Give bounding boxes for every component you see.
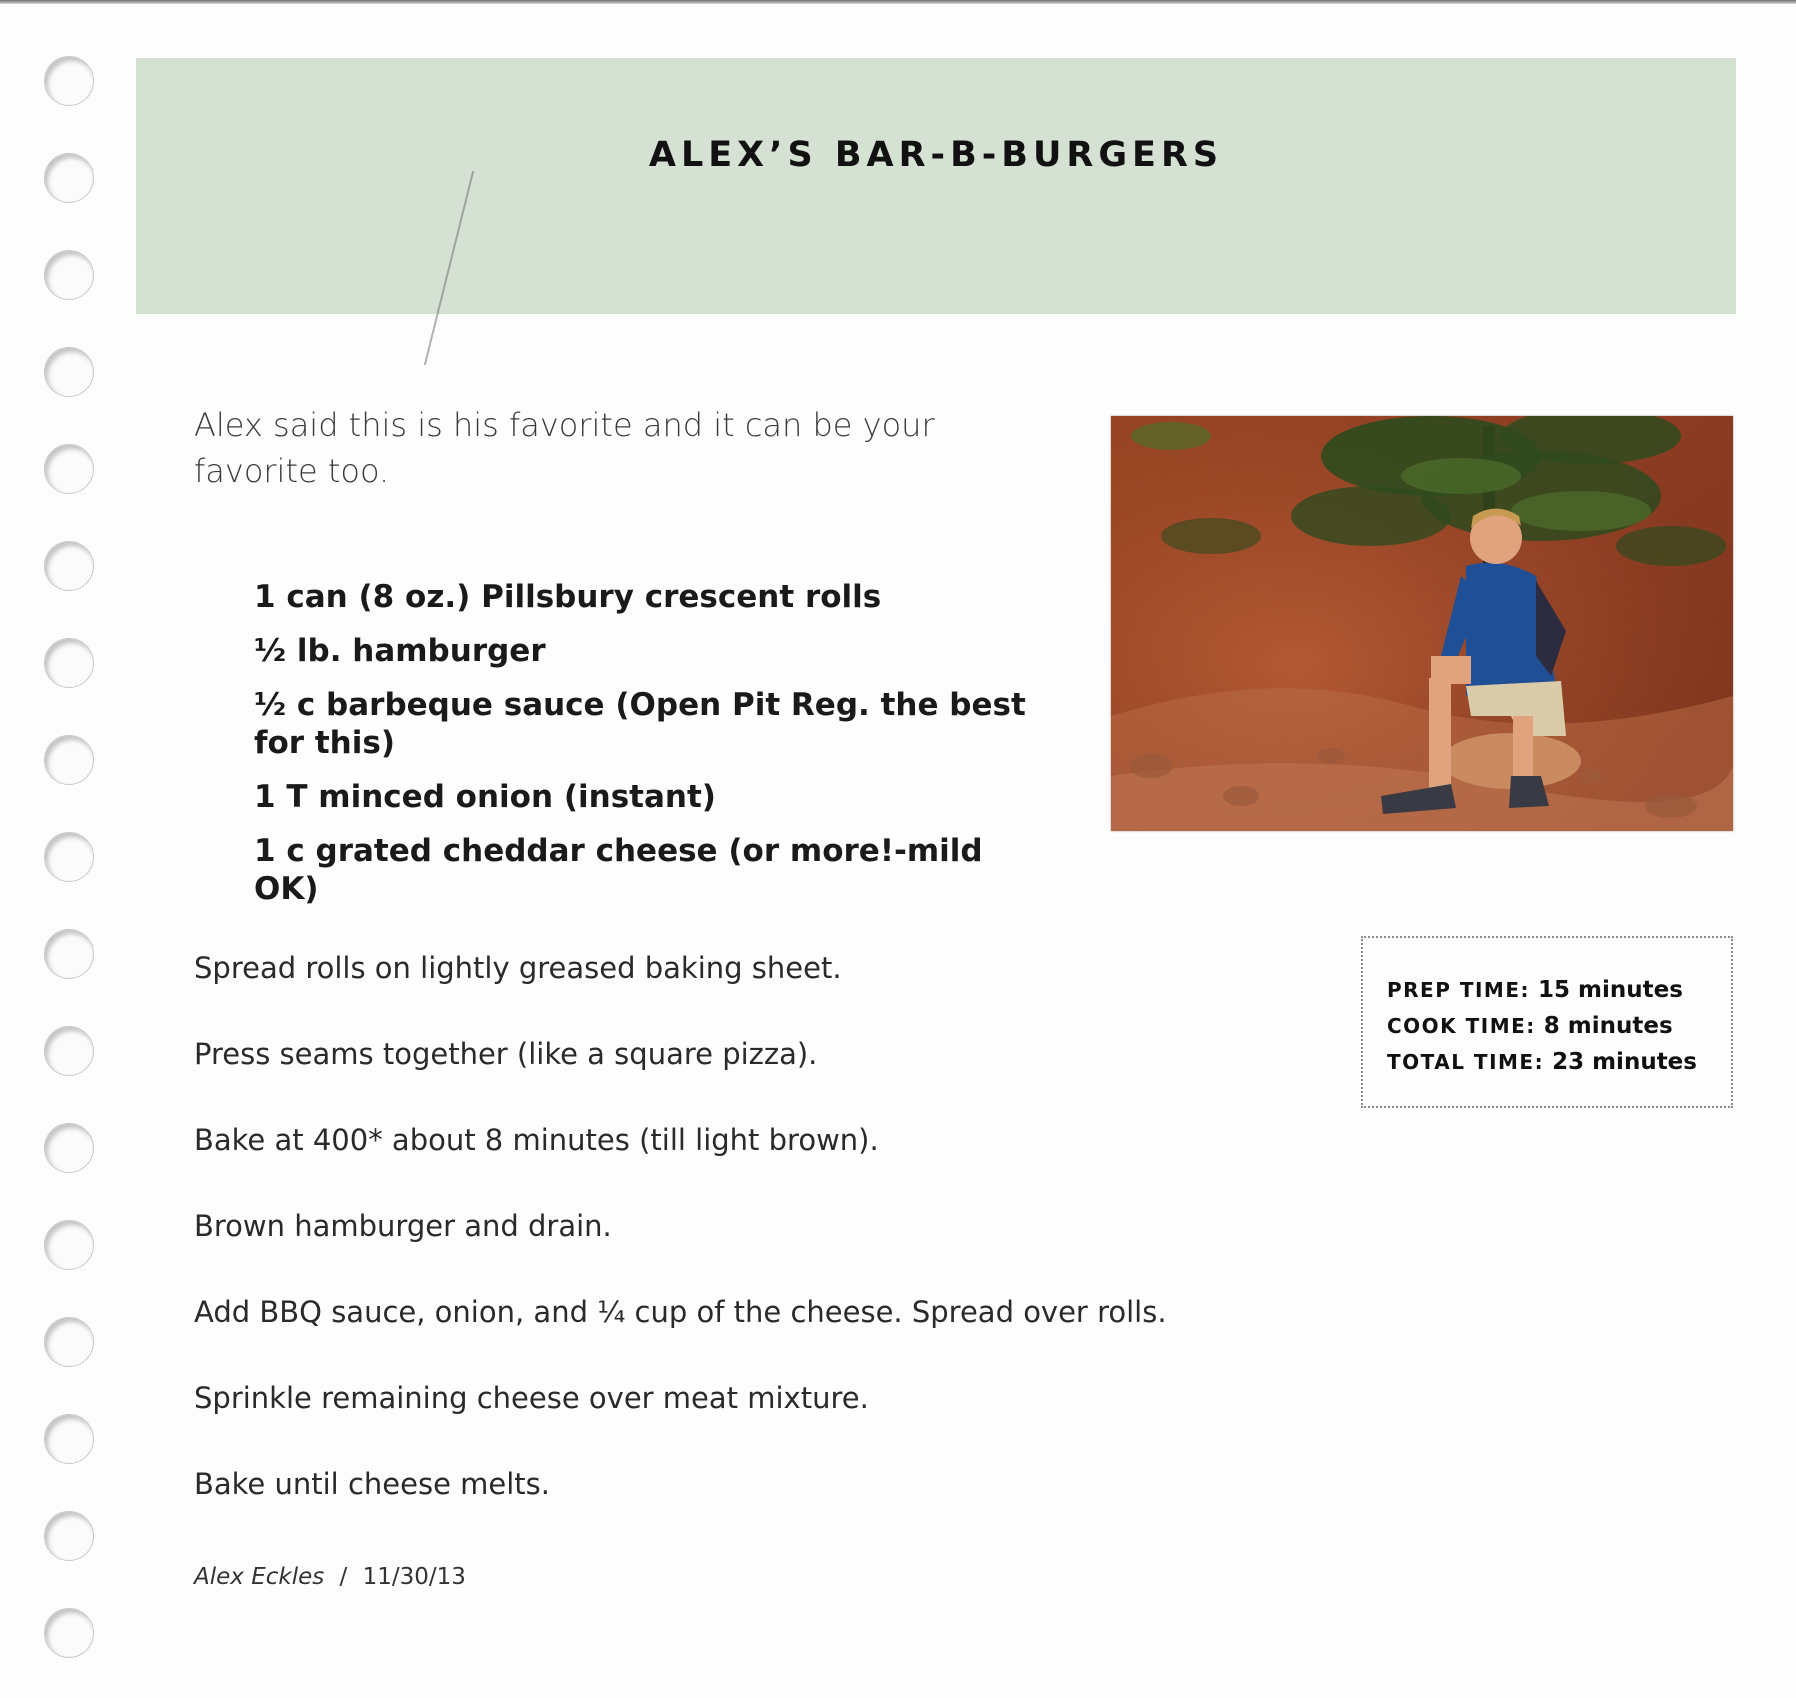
cook-time-value: 8 minutes <box>1543 1013 1673 1039</box>
byline <box>194 1564 466 1590</box>
prep-time-label: PREP TIME: <box>1387 978 1530 1002</box>
binder-hole <box>44 1220 94 1270</box>
instruction-step: Brown hamburger and drain. <box>194 1209 612 1243</box>
cook-time-label: COOK TIME: <box>1387 1014 1536 1038</box>
binder-hole <box>44 1511 94 1561</box>
binder-hole <box>44 735 94 785</box>
recipe-photo <box>1111 416 1733 831</box>
binder-hole <box>44 347 94 397</box>
binder-hole <box>44 250 94 300</box>
scan-scratch-mark <box>424 171 474 366</box>
binder-hole <box>44 1608 94 1658</box>
byline-separator: / <box>339 1564 348 1590</box>
title-banner <box>136 58 1736 314</box>
binder-hole <box>44 444 94 494</box>
instruction-step: Bake until cheese melts. <box>194 1467 550 1501</box>
ingredient-item: ½ c barbeque sauce (Open Pit Reg. the best for this) <box>254 687 1026 761</box>
time-info-box <box>1361 936 1733 1108</box>
instruction-list <box>194 950 1194 1552</box>
binder-hole <box>44 1123 94 1173</box>
author-name: Alex Eckles <box>194 1564 325 1590</box>
binder-hole <box>44 153 94 203</box>
cook-time-row <box>1387 1008 1731 1044</box>
prep-time-value: 15 minutes <box>1538 977 1683 1003</box>
binder-hole <box>44 541 94 591</box>
binder-holes <box>0 0 120 1698</box>
prep-time-row <box>1387 972 1731 1008</box>
recipe-intro: Alex said this is his favorite and it can be your favorite too. <box>194 406 935 490</box>
instruction-step: Bake at 400* about 8 minutes (till light brown). <box>194 1123 879 1157</box>
binder-hole <box>44 1026 94 1076</box>
recipe-title: ALEX’S BAR-B-BURGERS <box>648 135 1224 175</box>
ingredient-item: 1 c grated cheddar cheese (or more!-mild OK) <box>254 833 983 907</box>
scan-top-edge <box>0 0 1796 4</box>
ingredient-item: 1 can (8 oz.) Pillsbury crescent rolls <box>254 579 882 615</box>
total-time-label: TOTAL TIME: <box>1387 1050 1545 1074</box>
instruction-step: Add BBQ sauce, onion, and ¼ cup of the cheese. Spread over rolls. <box>194 1295 1167 1329</box>
binder-hole <box>44 56 94 106</box>
ingredient-item: ½ lb. hamburger <box>254 633 546 669</box>
instruction-step: Sprinkle remaining cheese over meat mixture. <box>194 1381 869 1415</box>
binder-hole <box>44 1414 94 1464</box>
ingredient-item: 1 T minced onion (instant) <box>254 779 716 815</box>
recipe-date: 11/30/13 <box>362 1564 466 1590</box>
binder-hole <box>44 1317 94 1367</box>
binder-hole <box>44 638 94 688</box>
photo-person-on-hillside <box>1111 416 1733 831</box>
ingredient-list <box>254 578 1034 924</box>
instruction-step: Spread rolls on lightly greased baking sheet. <box>194 951 842 985</box>
total-time-row <box>1387 1044 1731 1080</box>
instruction-step: Press seams together (like a square pizza). <box>194 1037 818 1071</box>
total-time-value: 23 minutes <box>1552 1049 1697 1075</box>
binder-hole <box>44 929 94 979</box>
binder-hole <box>44 832 94 882</box>
